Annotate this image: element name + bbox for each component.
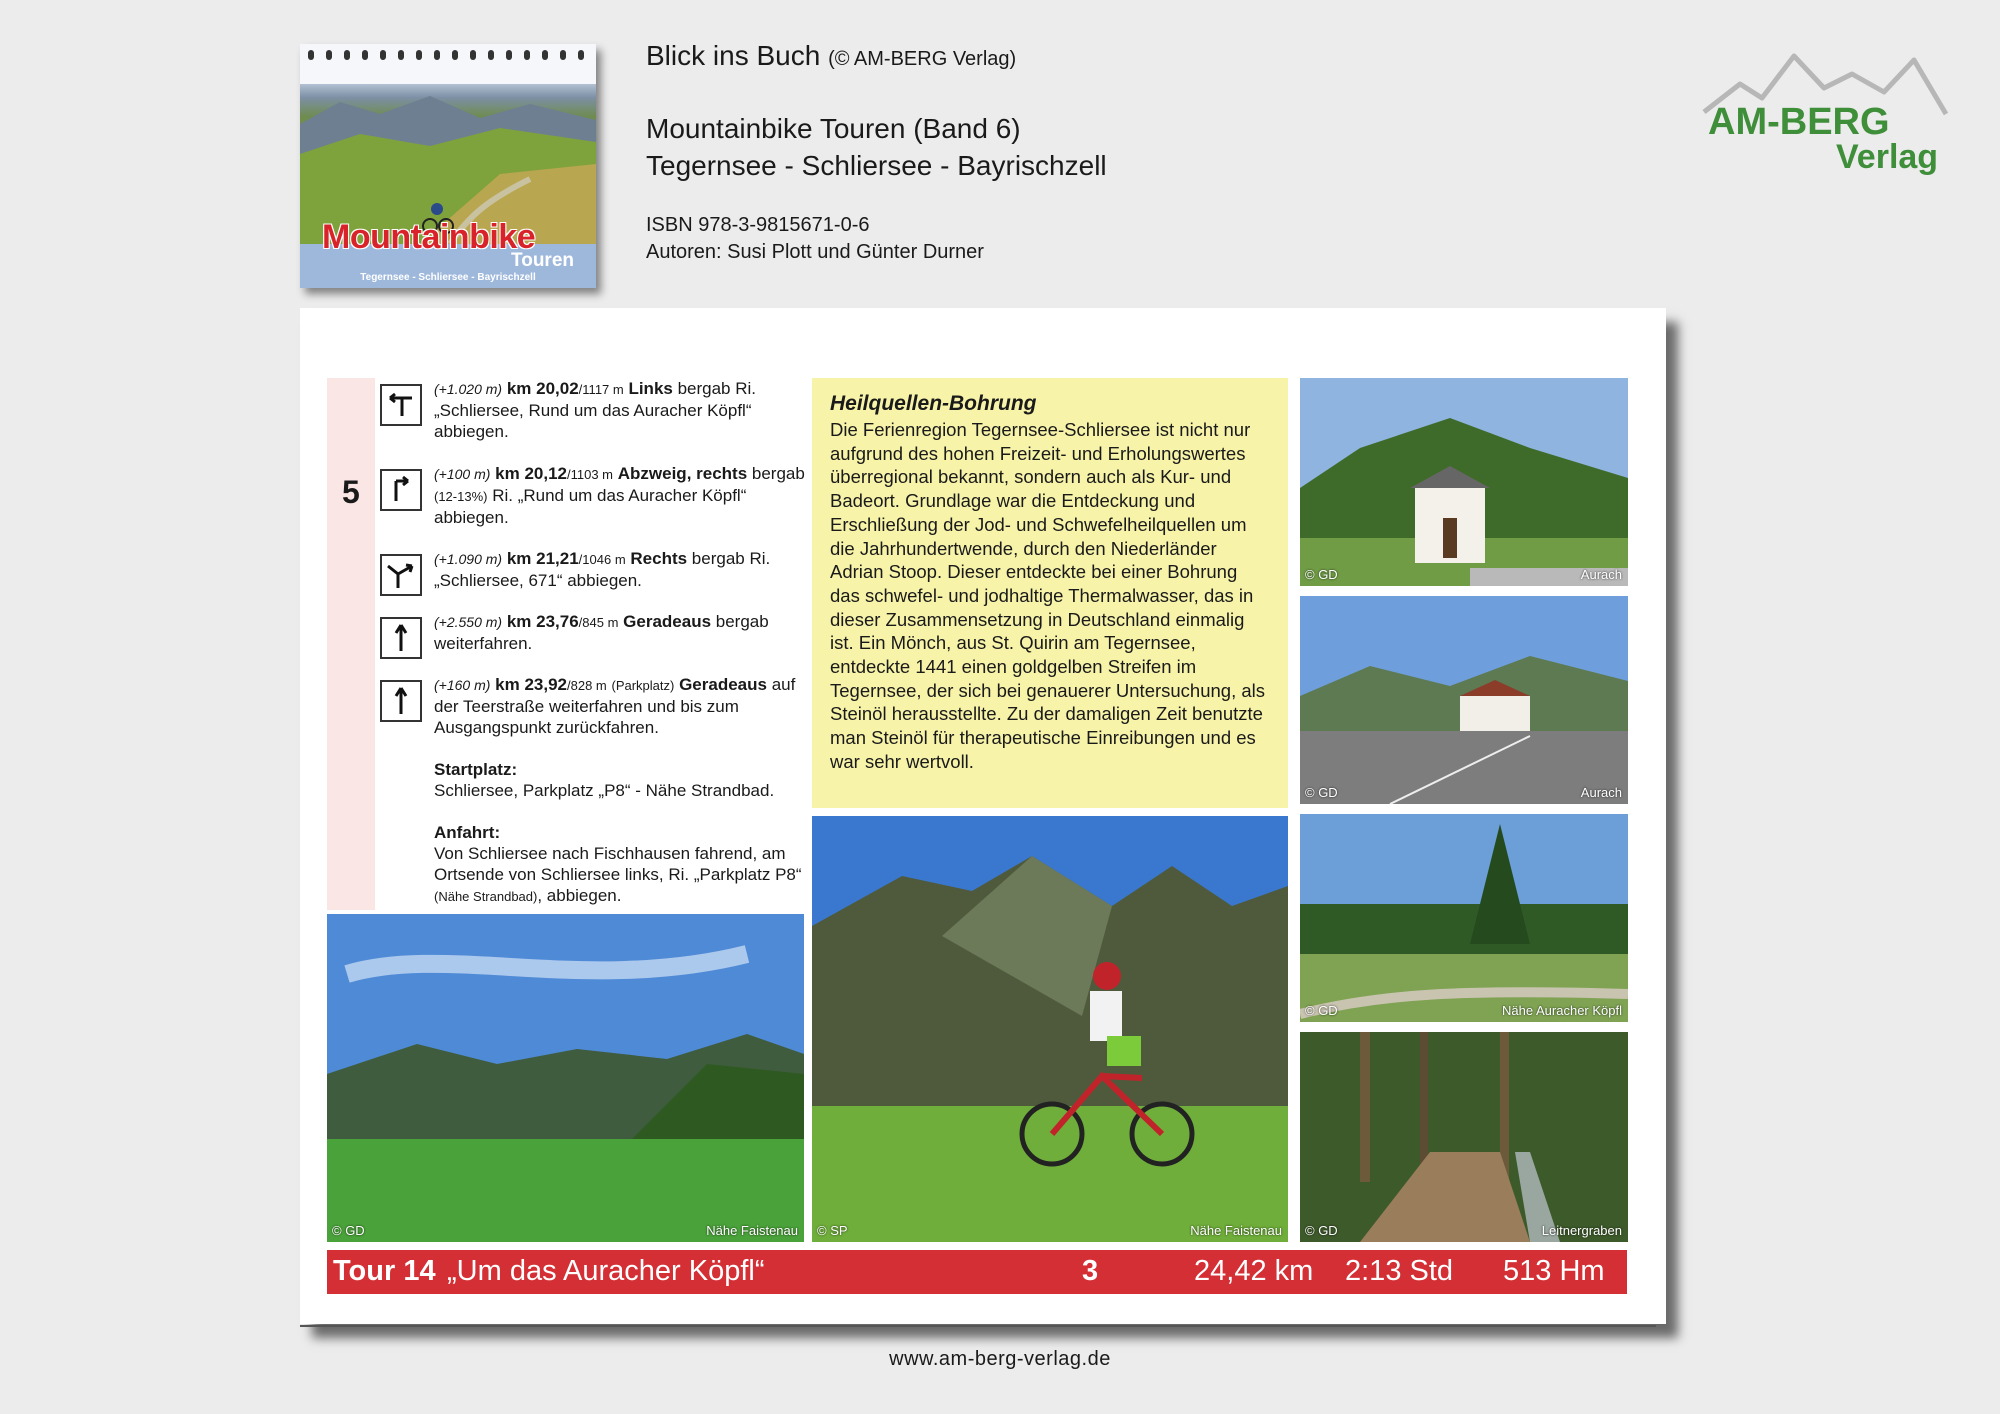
tour-distance: 24,42 km [1194, 1255, 1314, 1287]
startplatz-label: Startplatz: [434, 760, 518, 779]
book-meta [646, 212, 984, 266]
spiral-binding [300, 44, 596, 84]
step-number: 5 [342, 474, 360, 510]
fork-right-arrow-icon [380, 554, 422, 596]
photo-valley-faistenau: © GD Nähe Faistenau [327, 914, 804, 1242]
route-step: (+2.550 m) km 23,76/845 m Geradeaus bergab weiterfahren. [380, 611, 820, 654]
info-text: Die Ferienregion Tegernsee-Schliersee ist nicht nur aufgrund des hohen Freizeit- und Erholungswertes überregional bekannt, sondern auch als Kur- und Badeort. Grundlage war die Entdeckung und Erschließung der Jod- und Schwefelheilquellen um die Jahrhundertwende, durch den Niederländer Adrian Stoop. Dieser entdeckte bei einer Bohrung das schwefel- und jodhaltige Thermalwasser, das in dieser Zusammensetzung in Deutschland einmalig ist. Ein Mönch, aus St. Quirin am Tegernsee, entdeckte 1441 einen goldgelben Streifen im Tegernsee, der sich bei genauerer Untersuchung, als Steinöl herausstellte. Zu der damaligen Zeit benutzte man Steinöl für therapeutische Einreibungen und es war sehr wertvoll. [830, 419, 1266, 772]
route-step: (+100 m) km 20,12/1103 m Abzweig, rechts bergab (12-13%) Ri. „Rund um das Auracher Köpfl“ abbiegen. [380, 463, 820, 528]
tour-banner [327, 1250, 1627, 1294]
mountain-logo-icon [1700, 48, 1950, 178]
startplatz-text: Schliersee, Parkplatz „P8“ - Nähe Strandbad. [434, 781, 775, 800]
photo-mountain-biker: © SP Nähe Faistenau [812, 816, 1288, 1242]
publisher-logo [1700, 48, 1950, 178]
book-title: Mountainbike Touren (Band 6) [646, 113, 1021, 144]
cover-region: Tegernsee - Schliersee - Bayrischzell [360, 272, 536, 283]
authors: Autoren: Susi Plott und Günter Durner [646, 241, 984, 263]
tour-name: „Um das Auracher Köpfl“ [447, 1255, 765, 1287]
book-title-block [646, 110, 1107, 184]
svg-text:Verlag: Verlag [1836, 138, 1939, 176]
straight-arrow-icon [380, 617, 422, 659]
anfahrt-block: Anfahrt: Von Schliersee nach Fischhausen fahrend, am Ortsende von Schliersee links, Ri. „Parkplatz P8“ (Nähe Strandbad), abbiegen. [434, 823, 802, 905]
photo-leitnergraben: © GD Leitnergraben [1300, 1032, 1628, 1242]
turn-right-arrow-icon [380, 469, 422, 511]
book-cover [300, 44, 596, 288]
preview-heading: Blick ins Buch (© AM-BERG Verlag) [646, 40, 1017, 71]
website-url[interactable]: www.am-berg-verlag.de [889, 1348, 1111, 1370]
tour-elevation: 513 Hm [1503, 1255, 1605, 1287]
tour-number: Tour 14 [333, 1255, 436, 1287]
book-subtitle: Tegernsee - Schliersee - Bayrischzell [646, 150, 1107, 181]
photo-forest-koepfl: © GD Nähe Auracher Köpfl [1300, 814, 1628, 1022]
straight-arrow-icon [380, 680, 422, 722]
isbn: ISBN 978-3-9815671-0-6 [646, 214, 870, 236]
svg-text:AM-BERG: AM-BERG [1708, 101, 1890, 143]
photo-chapel-aurach: © GD Aurach [1300, 378, 1628, 586]
cover-subtitle: Touren [511, 250, 574, 271]
route-step: (+1.090 m) km 21,21/1046 m Rechts bergab Ri. „Schliersee, 671“ abbiegen. [380, 548, 820, 591]
info-box [812, 378, 1288, 808]
route-step: (+1.020 m) km 20,02/1117 m Links bergab Ri. „Schliersee, Rund um das Auracher Köpfl“ abbiegen. [380, 378, 820, 442]
info-title: Heilquellen-Bohrung [830, 392, 1037, 415]
step-sidebar [327, 378, 375, 910]
anfahrt-label: Anfahrt: [434, 823, 501, 842]
tour-difficulty: 3 [1082, 1255, 1099, 1287]
route-step: (+160 m) km 23,92/828 m (Parkplatz) Geradeaus auf der Teerstraße weiterfahren und bis zum Ausgangspunkt zurückfahren. [380, 674, 820, 738]
book-page-preview [300, 308, 1666, 1324]
copyright-note: (© AM-BERG Verlag) [828, 48, 1017, 70]
startplatz-block [434, 759, 834, 801]
tour-duration: 2:13 Std [1345, 1255, 1454, 1287]
cover-title: Mountainbike [322, 218, 536, 256]
turn-left-arrow-icon [380, 384, 422, 426]
photo-road-aurach: © GD Aurach [1300, 596, 1628, 804]
